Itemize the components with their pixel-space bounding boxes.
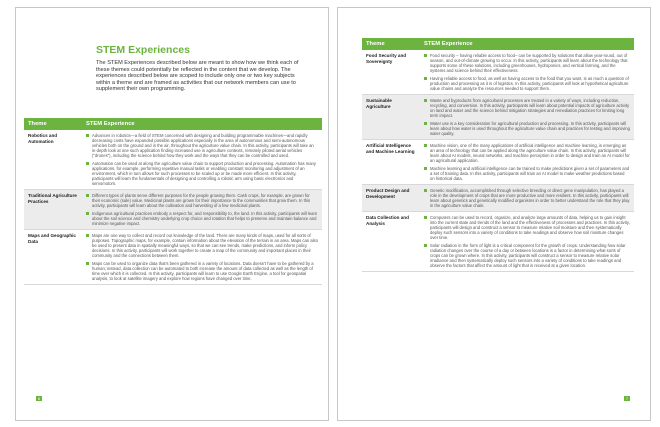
bullet-item <box>424 53 630 73</box>
bullet-text: Having reliable access to food, as well as having access to the food that you want, is as much a question of production and processing as it is of logistics. In this activity, participants will look at hypothetical agriculture value chains and analyze the resources needed to support them. <box>430 76 629 91</box>
experience-column-header: STEM Experience <box>82 118 322 130</box>
experience-cell <box>420 185 634 212</box>
bullet-item <box>86 211 318 226</box>
theme-column-header: Theme <box>362 38 420 50</box>
experience-cell <box>420 140 634 185</box>
table-header-row <box>362 38 634 50</box>
bullet-square-icon <box>86 194 89 197</box>
bullet-item <box>424 143 630 163</box>
page-number: 6 <box>37 396 41 401</box>
table-row <box>24 190 322 230</box>
bullet-item <box>86 233 318 258</box>
table-row <box>24 130 322 190</box>
bullet-square-icon <box>424 144 427 147</box>
bullet-text: Water use is a key consideration for agricultural production and processing. In this activity, participants will learn about how water is used throughout the agriculture value chain and practices for testing and improving water quality. <box>430 121 630 136</box>
bullet-text: Maps can be used to organize data that's been gathered in a variety of locations. Data doesn't have to be gathered by a human; instead, data collection can be automated to both increase the amount of data collected as well as the length of time over which it is collected. In this activity, participants will learn to use Google Earth Engine, a tool for geospatial analysis, to look at satellite imagery and explore how regions have changed over time. <box>92 261 314 281</box>
table-header-row <box>24 118 322 130</box>
bullet-text: Computers can be used to record, organize, and analyze large amounts of data, helping us to gain insight into the current state and trends of the land and the effectiveness of processes and practices. In this activity, participants will design and construct a sensor to measure relative soil moisture and then systematically deploy such sensors into a variety of conditions to take readings and observe how soil moisture changes over time. <box>430 215 630 240</box>
experience-cell <box>420 95 634 140</box>
theme-cell: Product Design and Development <box>362 185 420 212</box>
bullet-item <box>86 261 318 281</box>
experience-cell <box>82 230 322 285</box>
theme-cell: Robotics and Automation <box>24 130 82 190</box>
table-row <box>362 50 634 95</box>
stem-table-right <box>362 38 634 272</box>
bullet-square-icon <box>424 244 427 247</box>
theme-cell: Data Collection and Analysis <box>362 212 420 272</box>
bullet-square-icon <box>424 54 427 57</box>
bullet-item <box>424 188 630 208</box>
theme-cell: Sustainable Agriculture <box>362 95 420 140</box>
theme-cell: Artificial Intelligence and Machine Learning <box>362 140 420 185</box>
theme-cell: Maps and Geographic Data <box>24 230 82 285</box>
table-row <box>362 95 634 140</box>
table-row <box>362 140 634 185</box>
bullet-item <box>424 121 630 136</box>
bullet-item <box>424 215 630 240</box>
table-row <box>362 212 634 272</box>
bullet-text: Machine vision, one of the many applications of artificial intelligence and machine learning, is emerging as an area of technology that can be applied along the agriculture value chain. In this activity, participants will learn about AI models, neural networks, and machine perception in order to design and train an AI model for an agricultural application. <box>430 143 630 163</box>
bullet-item <box>424 243 630 268</box>
page-title: STEM Experiences <box>96 44 190 56</box>
experience-column-header: STEM Experience <box>420 38 634 50</box>
bullet-item <box>86 193 318 208</box>
bullet-text: Food security – having reliable access to food– can be supported by solutions that allow year-round, out of season, and out-of-climate growing to occur. In this activity, participants will learn about the technology that supports some of these solutions, including greenhouses, hydroponics, and vertical farming, and the systems and science behind their effectiveness. <box>430 53 628 73</box>
theme-column-header: Theme <box>24 118 82 130</box>
bullet-square-icon <box>86 262 89 265</box>
bullet-item <box>86 161 318 186</box>
intro-paragraph: The STEM Experiences described below are meant to show how we think each of these themes could potentially be reflected in the content that we develop. The experiences described below are scoped to include only one or two key subjects within a theme and are framed as activities that our network members can use to supplement their own programming. <box>96 60 299 93</box>
stem-table-left <box>24 118 322 285</box>
experience-cell <box>82 130 322 190</box>
bullet-text: Genetic modification, accomplished through selective breeding or direct gene manipulation, has played a role in the development of crops that are more productive and more resilient. In this activity, participants will learn about genetics and genetically modified organisms in order to better understand the role that they play in the agriculture value chain. <box>430 188 630 208</box>
bullet-square-icon <box>424 216 427 219</box>
bullet-item <box>424 76 630 91</box>
bullet-item <box>424 166 630 181</box>
bullet-square-icon <box>424 189 427 192</box>
theme-cell: Traditional Agriculture Practices <box>24 190 82 230</box>
right-page <box>337 7 651 421</box>
bullet-square-icon <box>424 99 427 102</box>
bullet-text: Automation can be used at along the agriculture value chain to support production and processing. Automation has many applications, for example, performing repetitive manual tasks or enabling constant monitoring and adjustment of an environment, which in turn allows for such processes to be scaled up or be made more efficient. In this activity, participants will learn the fundamentals of designing and controlling a robotic arm using basic electronics and servomotors. <box>92 161 316 186</box>
theme-cell: Food Security and Sovereignty <box>362 50 420 95</box>
bullet-text: Indigenous agricultural practices embody a respect for, and responsibility to, the land. In this activity, participants will learn about the soil science and chemistry underlying crop choice and rotation that helps to preserve and maintain balance and minimize negative impact. <box>92 211 318 226</box>
table-row <box>24 230 322 285</box>
bullet-square-icon <box>424 167 427 170</box>
bullet-text: Advances in robotics—a field of STEM concerned with designing and building programmable machines—and rapidly decreasing costs have expanded possible applications especially in the area of autonomous and semi-autonomous vehicles both on the ground and in the air, throughout the agriculture value chain. In this activity, participants will take an in-depth look at one such application finding increased use in agriculture contexts, remotely piloted aerial vehicles ("drones"), including the science behind how they work and the ways that they can be controlled and used. <box>92 133 314 158</box>
bullet-square-icon <box>86 162 89 165</box>
bullet-square-icon <box>424 77 427 80</box>
bullet-text: Maps are one way to collect and record our knowledge of the land. There are many kinds of maps, used for all sorts of purposes. Topographic maps, for example, contain information about the elevation of the terrain in an area. Maps can also be used to present data in spatially meaningful ways, so that we can see trends, make predictions, and inform policy decisions. In this activity, participants will work together to create a map of the community and important places in their community and the connections between them. <box>92 233 318 258</box>
table-row <box>362 185 634 212</box>
bullet-square-icon <box>424 122 427 125</box>
bullet-item <box>424 98 630 118</box>
bullet-square-icon <box>86 134 89 137</box>
bullet-square-icon <box>86 212 89 215</box>
experience-cell <box>420 50 634 95</box>
bullet-text: Solar radiation in the form of light is a critical component for the growth of crops. Understanding how solar radiation changes over the course of a day or between locations is a factor in determining what sorts of crops can be grown where. In this activity, participants will construct a sensor to measure relative solar irradiance and then systematically deploy such sensors into a variety of conditions to take readings and observe the factors that affect the amount of light that is received at a given location. <box>430 243 626 268</box>
experience-cell <box>82 190 322 230</box>
bullet-text: Different types of plants serve different purposes for the people growing them. Cash crops, for example, are grown for their economic (sale) value. Medicinal plants are grown for their importance to the communities that grow them. In this activity, participants will learn about the cultivation and harvesting of a few medicinal plants. <box>92 193 311 208</box>
experience-cell <box>420 212 634 272</box>
page-number: 7 <box>625 396 629 401</box>
bullet-text: Machine learning and artificial intelligence can be trained to make predictions given a set of parameters and a set of training data. In this activity, participants will train an AI model to make weather predictions based on historical data. <box>430 166 630 181</box>
bullet-item <box>86 133 318 158</box>
bullet-square-icon <box>86 234 89 237</box>
left-page <box>15 7 329 421</box>
bullet-text: Waste and byproducts from agricultural processes are treated in a variety of ways, including reduction, recycling, and conversion. In this activity, participants will learn about potential impacts of agriculture activity on land and water and the science behind mitigation strategies and remediation practices for limiting long term impact. <box>430 98 630 118</box>
